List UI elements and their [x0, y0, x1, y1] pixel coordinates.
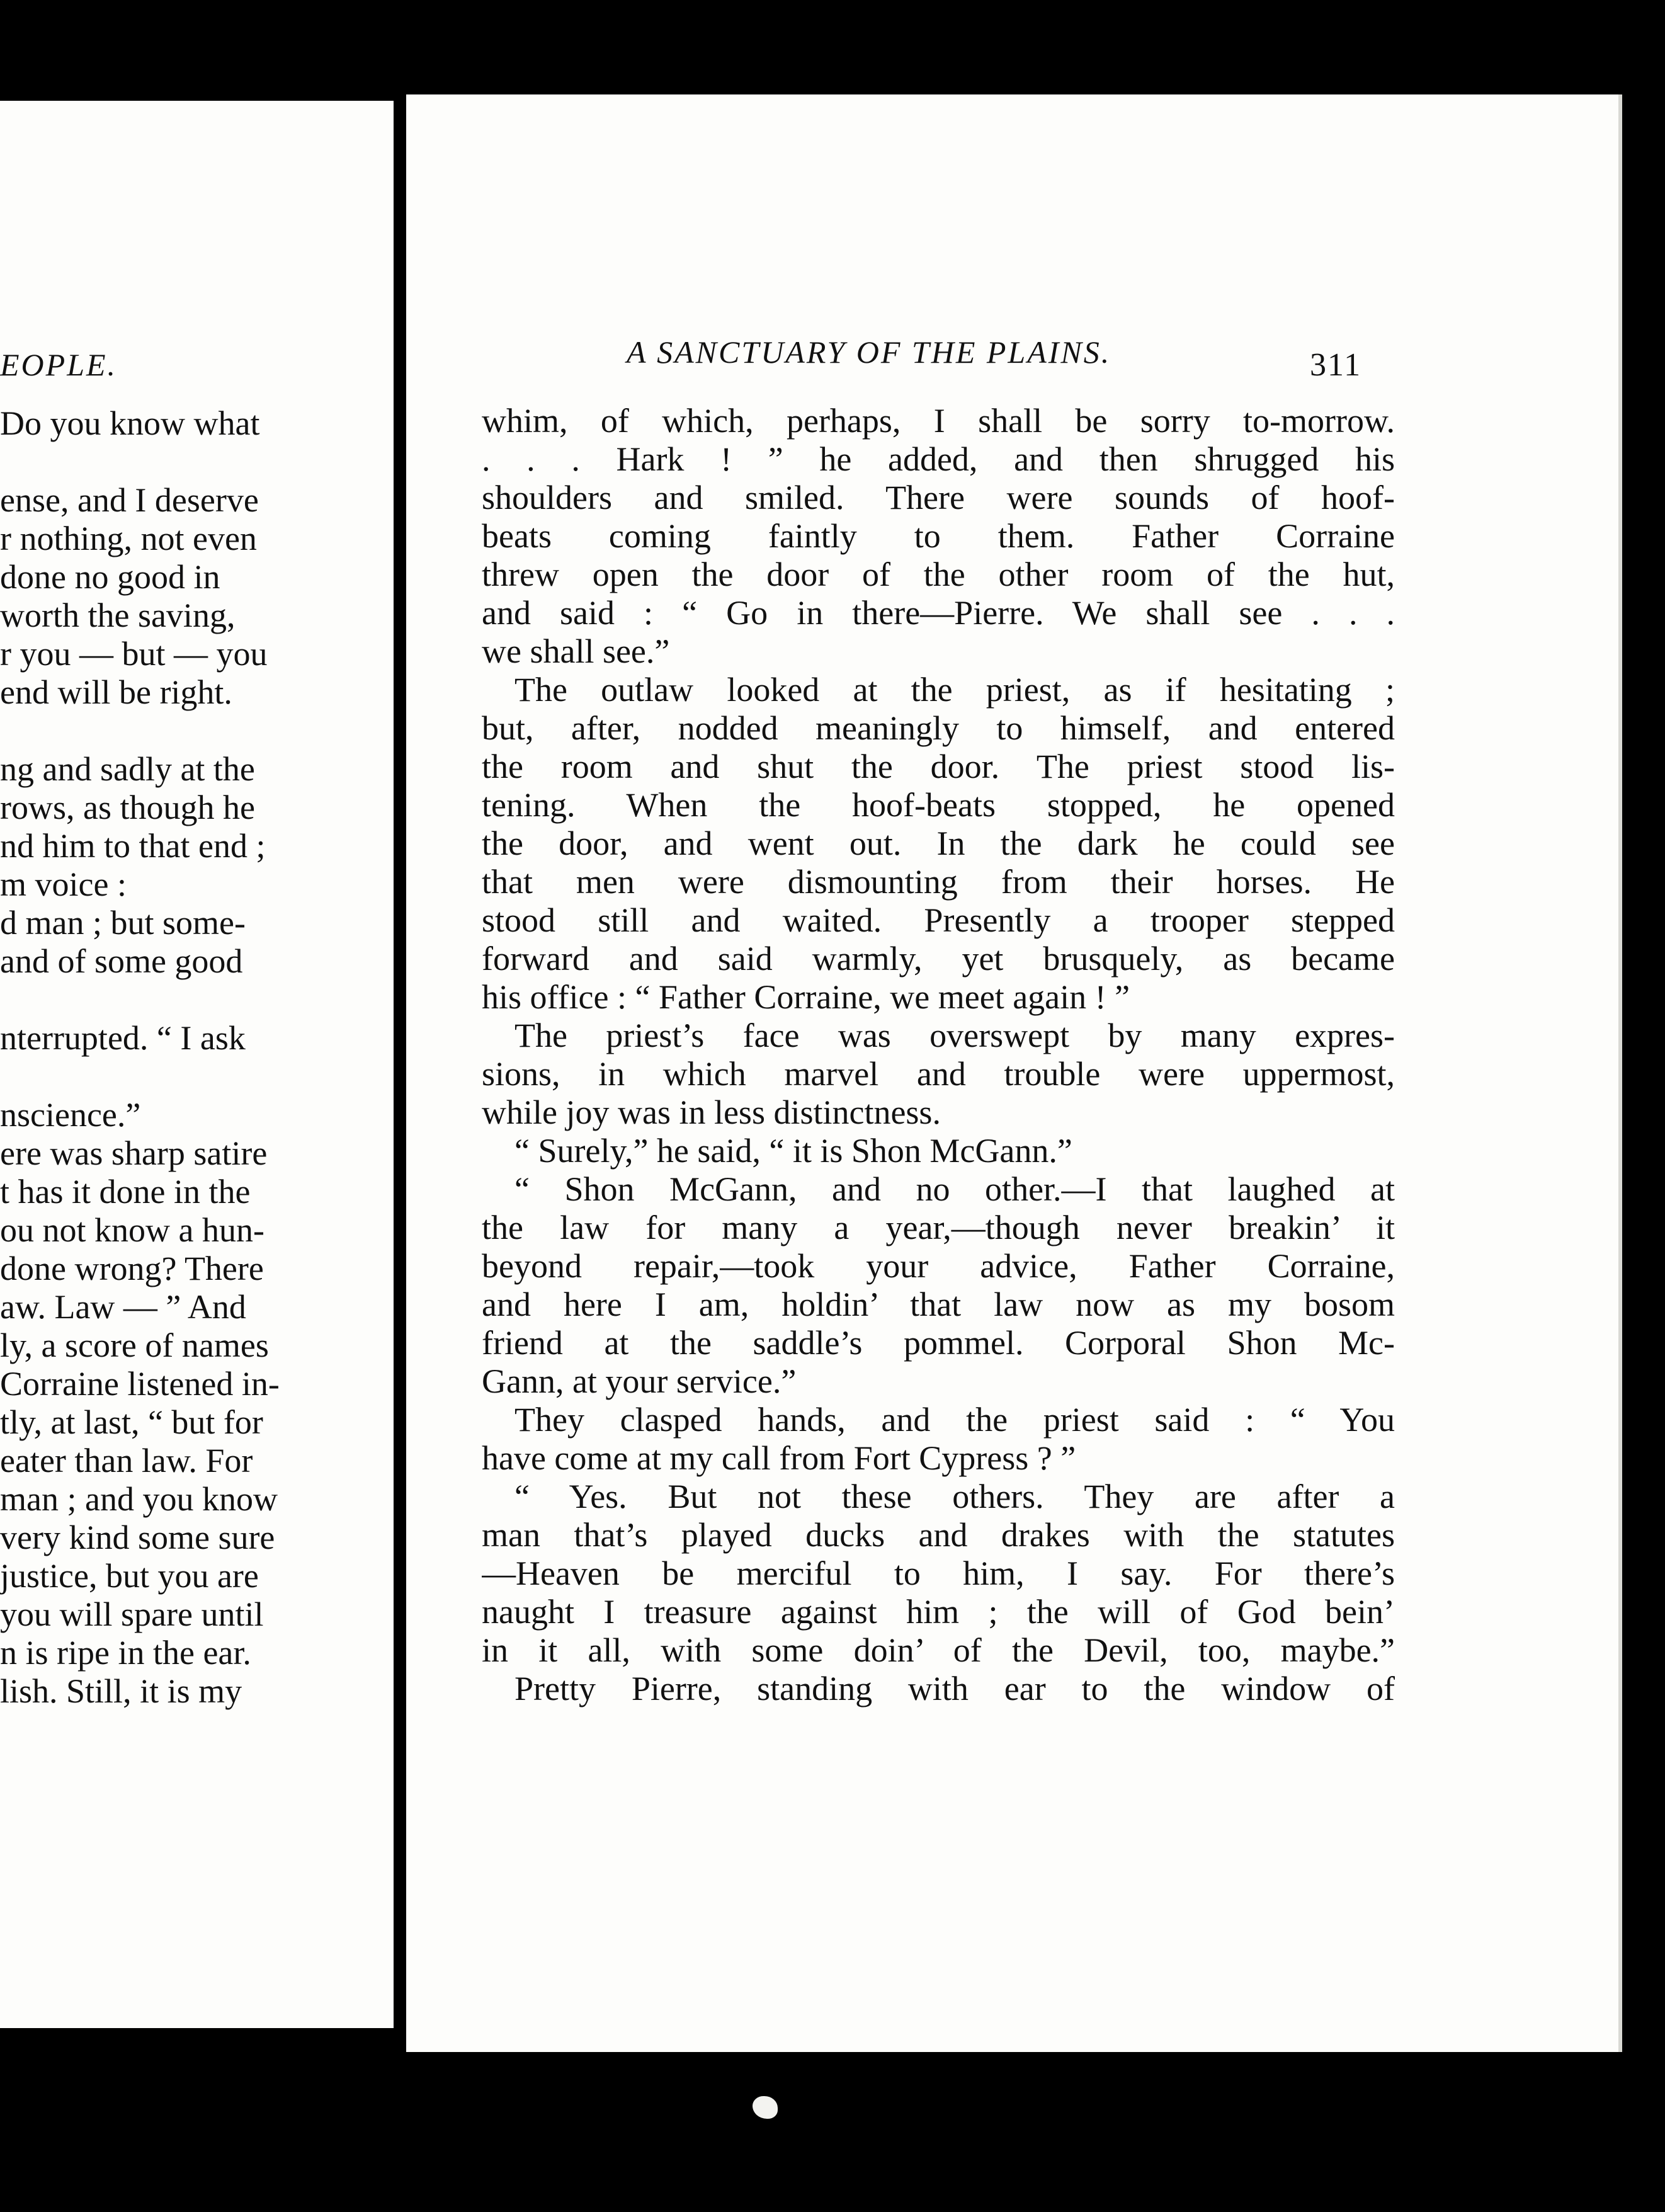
text-line: done wrong? There [0, 1250, 264, 1287]
text-line: and of some good [0, 942, 243, 980]
text-line: d man ; but some- [0, 904, 246, 942]
left-text-column [0, 404, 390, 1711]
text-line: the law for many a year,—though never breakin’ it [482, 1209, 1395, 1246]
text-line: ere was sharp satire [0, 1134, 268, 1172]
text-line [0, 443, 390, 481]
text-line: friend at the saddle’s pommel. Corporal Shon Mc- [482, 1324, 1395, 1362]
text-line: his office : “ Father Corraine, we meet again ! ” [482, 978, 1130, 1016]
text-line [0, 712, 390, 750]
text-line: Gann, at your service.” [482, 1362, 797, 1400]
text-line: Do you know what [0, 404, 260, 442]
text-line: nterrupted. “ I ask [0, 1019, 246, 1057]
text-line: rows, as though he [0, 789, 255, 826]
text-line: r nothing, not even [0, 520, 257, 557]
text-line: man ; and you know [0, 1480, 278, 1518]
right-page [406, 94, 1622, 2052]
right-text-column [482, 402, 1395, 1708]
text-line: naught I treasure against him ; the will of God bein’ [482, 1593, 1395, 1631]
text-line: ly, a score of names [0, 1326, 269, 1364]
text-line: Corraine listened in- [0, 1365, 280, 1403]
text-line: and here I am, holdin’ that law now as my bosom [482, 1286, 1395, 1323]
text-line: m voice : [0, 865, 127, 903]
text-line: that men were dismounting from their horses. He [482, 863, 1395, 901]
text-line: The outlaw looked at the priest, as if hesitating ; [514, 671, 1395, 709]
text-line: “ Shon McGann, and no other.—I that laughed at [514, 1170, 1395, 1208]
text-line: and said : “ Go in there—Pierre. We shall see . . . [482, 594, 1395, 632]
text-line: sions, in which marvel and trouble were uppermost, [482, 1055, 1395, 1093]
text-line [0, 981, 390, 1019]
text-line: The priest’s face was overswept by many expres- [514, 1017, 1395, 1054]
paper-fragment [753, 2096, 778, 2119]
page-number: 311 [1310, 347, 1362, 383]
text-line: ense, and I deserve [0, 481, 259, 519]
text-line: done no good in [0, 558, 220, 596]
text-line: forward and said warmly, yet brusquely, as became [482, 940, 1395, 978]
text-line: justice, but you are [0, 1557, 259, 1595]
text-line: tly, at last, “ but for [0, 1403, 263, 1441]
left-page [0, 101, 394, 2028]
text-line: nscience.” [0, 1096, 141, 1134]
text-line: Pretty Pierre, standing with ear to the window of [514, 1670, 1395, 1707]
text-line: nd him to that end ; [0, 827, 266, 865]
text-line: stood still and waited. Presently a trooper stepped [482, 901, 1395, 939]
text-line: you will spare until [0, 1595, 264, 1633]
text-line: shoulders and smiled. There were sounds of hoof- [482, 479, 1395, 516]
text-line [0, 1058, 390, 1096]
text-line: we shall see.” [482, 632, 670, 670]
text-line: worth the saving, [0, 596, 236, 634]
text-line: aw. Law — ” And [0, 1288, 246, 1326]
text-line: whim, of which, perhaps, I shall be sorry to-morrow. [482, 402, 1395, 440]
text-line: “ Yes. But not these others. They are after a [514, 1478, 1395, 1515]
text-line: the door, and went out. In the dark he could see [482, 824, 1395, 862]
text-line: t has it done in the [0, 1173, 251, 1211]
text-line: end will be right. [0, 673, 232, 711]
text-line: beats coming faintly to them. Father Corraine [482, 517, 1395, 555]
text-line: tening. When the hoof-beats stopped, he opened [482, 786, 1395, 824]
left-running-header: EOPLE. [0, 347, 118, 382]
text-line: in it all, with some doin’ of the Devil, too, maybe.” [482, 1631, 1395, 1669]
text-line: They clasped hands, and the priest said : “ You [514, 1401, 1395, 1439]
right-running-header: A SANCTUARY OF THE PLAINS. [627, 334, 1111, 370]
text-line: threw open the door of the other room of the hut, [482, 556, 1395, 593]
text-line: ou not know a hun- [0, 1211, 264, 1249]
text-line: but, after, nodded meaningly to himself, and entered [482, 709, 1395, 747]
text-line: the room and shut the door. The priest stood lis- [482, 748, 1395, 785]
text-line: beyond repair,—took your advice, Father Corraine, [482, 1247, 1395, 1285]
text-line: man that’s played ducks and drakes with the statutes [482, 1516, 1395, 1554]
text-line: —Heaven be merciful to him, I say. For there’s [482, 1554, 1395, 1592]
text-line: n is ripe in the ear. [0, 1634, 251, 1672]
text-line: r you — but — you [0, 635, 268, 673]
text-line: . . . Hark ! ” he added, and then shrugged his [482, 440, 1395, 478]
text-line: “ Surely,” he said, “ it is Shon McGann.” [514, 1132, 1072, 1170]
text-line: lish. Still, it is my [0, 1672, 242, 1710]
text-line: have come at my call from Fort Cypress ? ” [482, 1439, 1076, 1477]
text-line: eater than law. For [0, 1442, 253, 1479]
text-line: while joy was in less distinctness. [482, 1093, 941, 1131]
text-line: ng and sadly at the [0, 750, 255, 788]
text-line: very kind some sure [0, 1519, 275, 1556]
